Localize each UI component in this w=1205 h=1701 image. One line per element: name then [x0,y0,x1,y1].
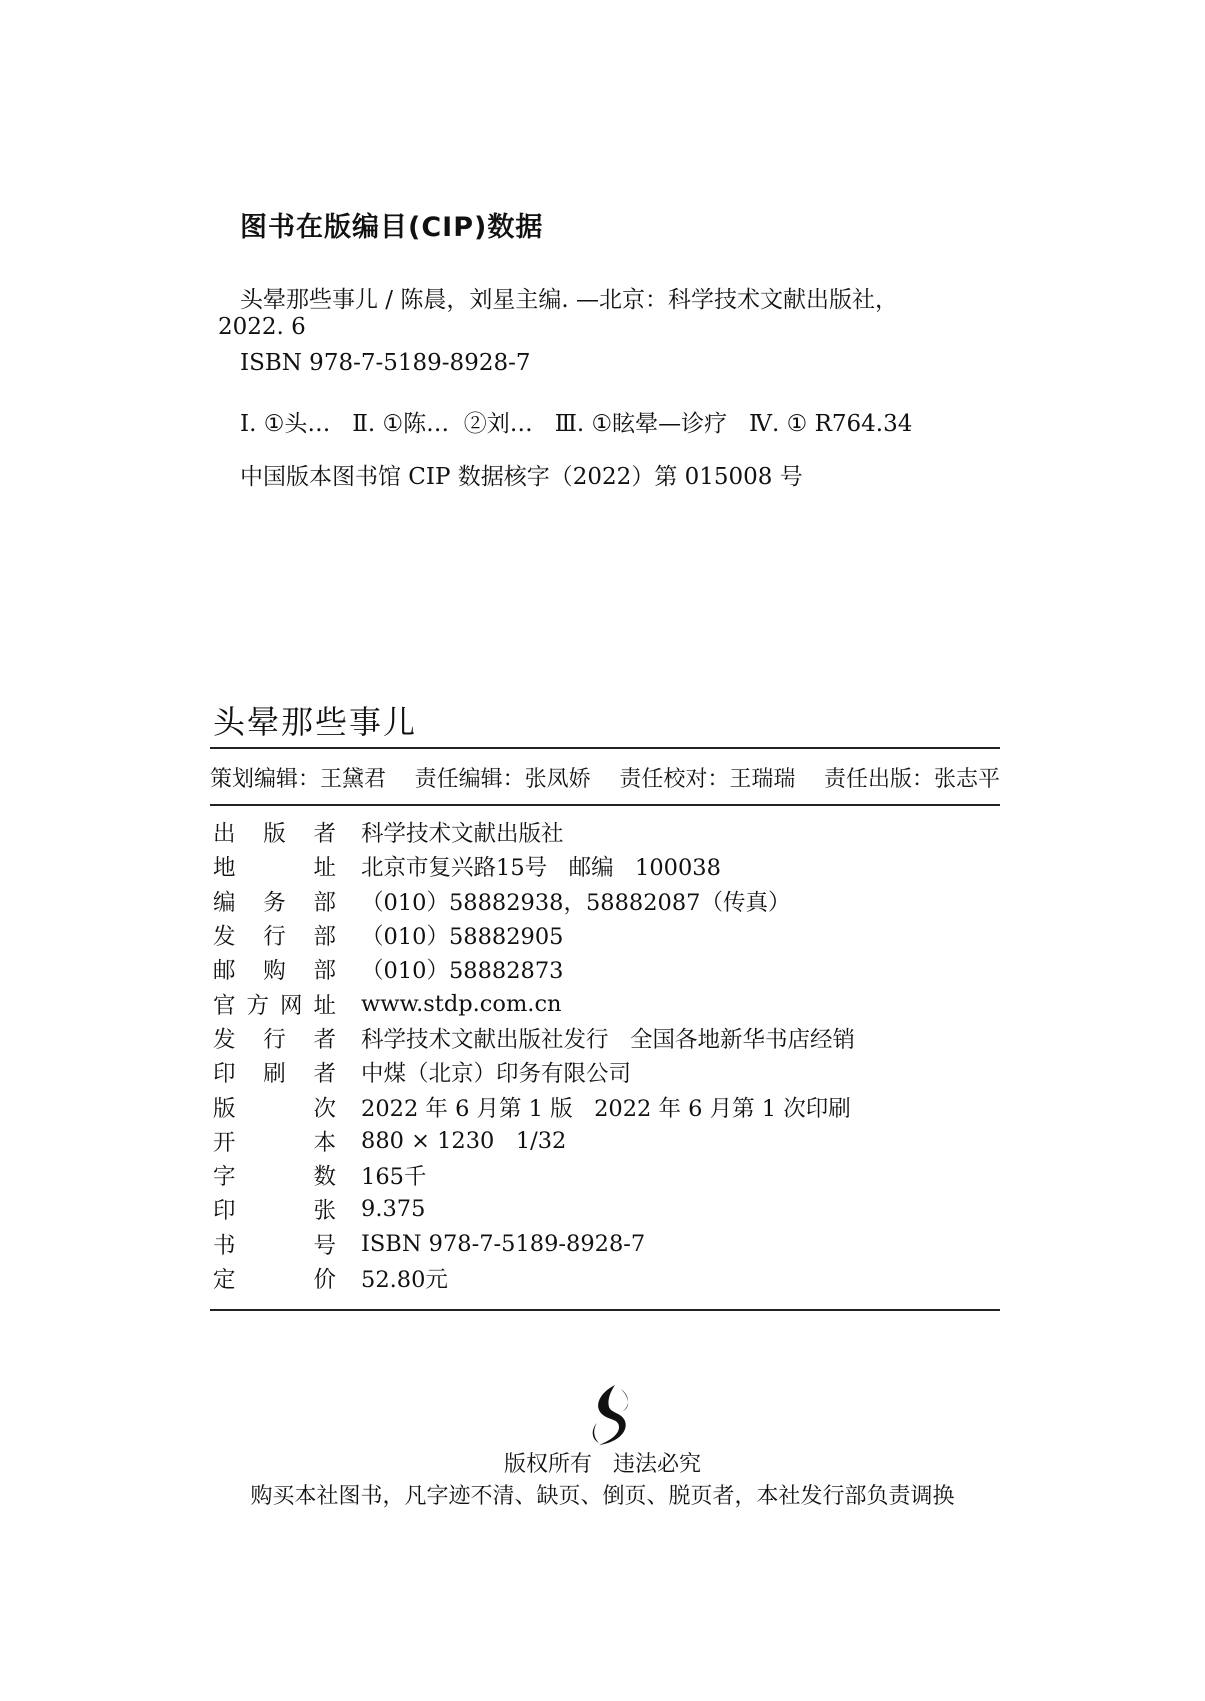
cip-classification-line: Ⅰ. ①头… Ⅱ. ①陈… ②刘… Ⅲ. ①眩晕—诊疗 Ⅳ. ① R764.34 [240,411,913,437]
info-label-char: 开 [213,1129,236,1156]
info-label-char: 方 [246,992,269,1019]
info-label-char: 印 [213,1198,236,1225]
info-label [213,919,336,951]
info-label [213,1091,336,1123]
info-label-char: 发 [213,924,236,951]
editors-line [210,762,1000,793]
info-label-char: 印 [213,1061,236,1088]
info-label-char: 版 [263,821,286,848]
info-label [213,1193,336,1225]
info-label-char: 出 [213,821,236,848]
info-label-char: 本 [313,1129,336,1156]
info-label-char: 字 [213,1164,236,1191]
info-row [213,918,1003,952]
info-label-char: 官 [213,992,236,1019]
info-label-char: 务 [263,889,286,916]
info-row [213,1089,1003,1123]
info-label-char: 者 [313,1061,336,1088]
info-label [213,988,336,1020]
info-value: 9.375 [361,1196,426,1223]
info-label-char: 址 [313,855,336,882]
info-label-char: 刷 [263,1061,286,1088]
info-label-char: 购 [263,958,286,985]
info-value: ISBN 978-7-5189-8928-7 [361,1230,646,1257]
info-label-char: 地 [213,855,236,882]
info-label-char: 定 [213,1267,236,1293]
title-divider [210,747,1000,749]
info-label [213,1022,336,1054]
info-row [213,884,1003,918]
info-label [213,953,336,985]
info-label [213,1056,336,1088]
info-value: 52.80元 [361,1267,448,1293]
editors-divider [210,804,1000,806]
info-value: 科学技术文献出版社 [361,821,564,848]
info-value: （010）58882905 [361,924,564,951]
info-label-char: 号 [313,1232,336,1259]
editor-responsible: 责任编辑：张凤娇 [414,767,591,792]
info-row [213,815,1003,849]
info-label-char: 次 [313,1095,336,1122]
info-label-char: 书 [213,1232,236,1259]
info-value: 165千 [361,1164,427,1191]
info-value: www.stdp.com.cn [361,990,562,1017]
cip-isbn-line: ISBN 978-7-5189-8928-7 [240,350,531,376]
info-row [213,849,1003,883]
editor-planning: 策划编辑：王黛君 [210,767,387,792]
cip-heading: 图书在版编目(CIP)数据 [240,212,544,243]
cip-bibliographic-line: 头晕那些事儿 / 陈晨，刘星主编. —北京：科学技术文献出版社， [240,287,898,313]
info-value: 科学技术文献出版社发行 全国各地新华书店经销 [361,1026,855,1053]
info-label [213,850,336,882]
copyright-notice: 版权所有 违法必究 [504,1452,701,1477]
info-value: 中煤（北京）印务有限公司 [361,1061,632,1088]
info-value: 2022 年 6 月第 1 版 2022 年 6 月第 1 次印刷 [361,1095,851,1122]
info-value: （010）58882873 [361,958,564,985]
info-label-char: 邮 [213,958,236,985]
info-label-char: 部 [313,958,336,985]
info-label [213,1125,336,1157]
info-row [213,1124,1003,1158]
info-row [213,1055,1003,1089]
cip-date-line: 2022. 6 [218,314,306,340]
info-label-char: 编 [213,889,236,916]
info-row [213,1021,1003,1055]
info-row [213,952,1003,986]
publisher-logo-icon [585,1383,635,1449]
info-value: （010）58882938，58882087（传真） [361,889,791,916]
info-label-char: 部 [313,924,336,951]
info-label-char: 部 [313,889,336,916]
info-row [213,1227,1003,1261]
table-bottom-divider [210,1309,1000,1311]
info-label [213,885,336,917]
info-label-char: 行 [263,1026,286,1053]
info-label-char: 数 [313,1164,336,1191]
info-label-char: 版 [213,1095,236,1122]
info-label-char: 网 [279,992,303,1019]
info-label-char: 发 [213,1026,236,1053]
info-label-char: 址 [313,992,336,1019]
editor-publishing: 责任出版：张志平 [823,767,1000,792]
info-value: 北京市复兴路15号 邮编 100038 [361,855,721,882]
replacement-notice: 购买本社图书，凡字迹不清、缺页、倒页、脱页者，本社发行部负责调换 [250,1484,955,1509]
book-title: 头晕那些事儿 [213,703,418,741]
cip-record-line: 中国版本图书馆 CIP 数据核字（2022）第 015008 号 [240,464,803,490]
info-label-char: 者 [313,821,336,848]
info-row [213,1158,1003,1192]
info-label [213,1228,336,1260]
info-row [213,1261,1003,1295]
info-row [213,986,1003,1020]
info-label [213,1159,336,1191]
publication-info-table [213,815,1003,1295]
info-label-char: 张 [313,1198,336,1225]
info-label-char: 者 [313,1026,336,1053]
editor-proofreading: 责任校对：王瑞瑞 [619,767,796,792]
info-label [213,816,336,848]
info-label [213,1262,336,1294]
info-value: 880 × 1230 1/32 [361,1127,567,1154]
info-label-char: 行 [263,924,286,951]
info-label-char: 价 [313,1267,336,1293]
info-row [213,1192,1003,1226]
